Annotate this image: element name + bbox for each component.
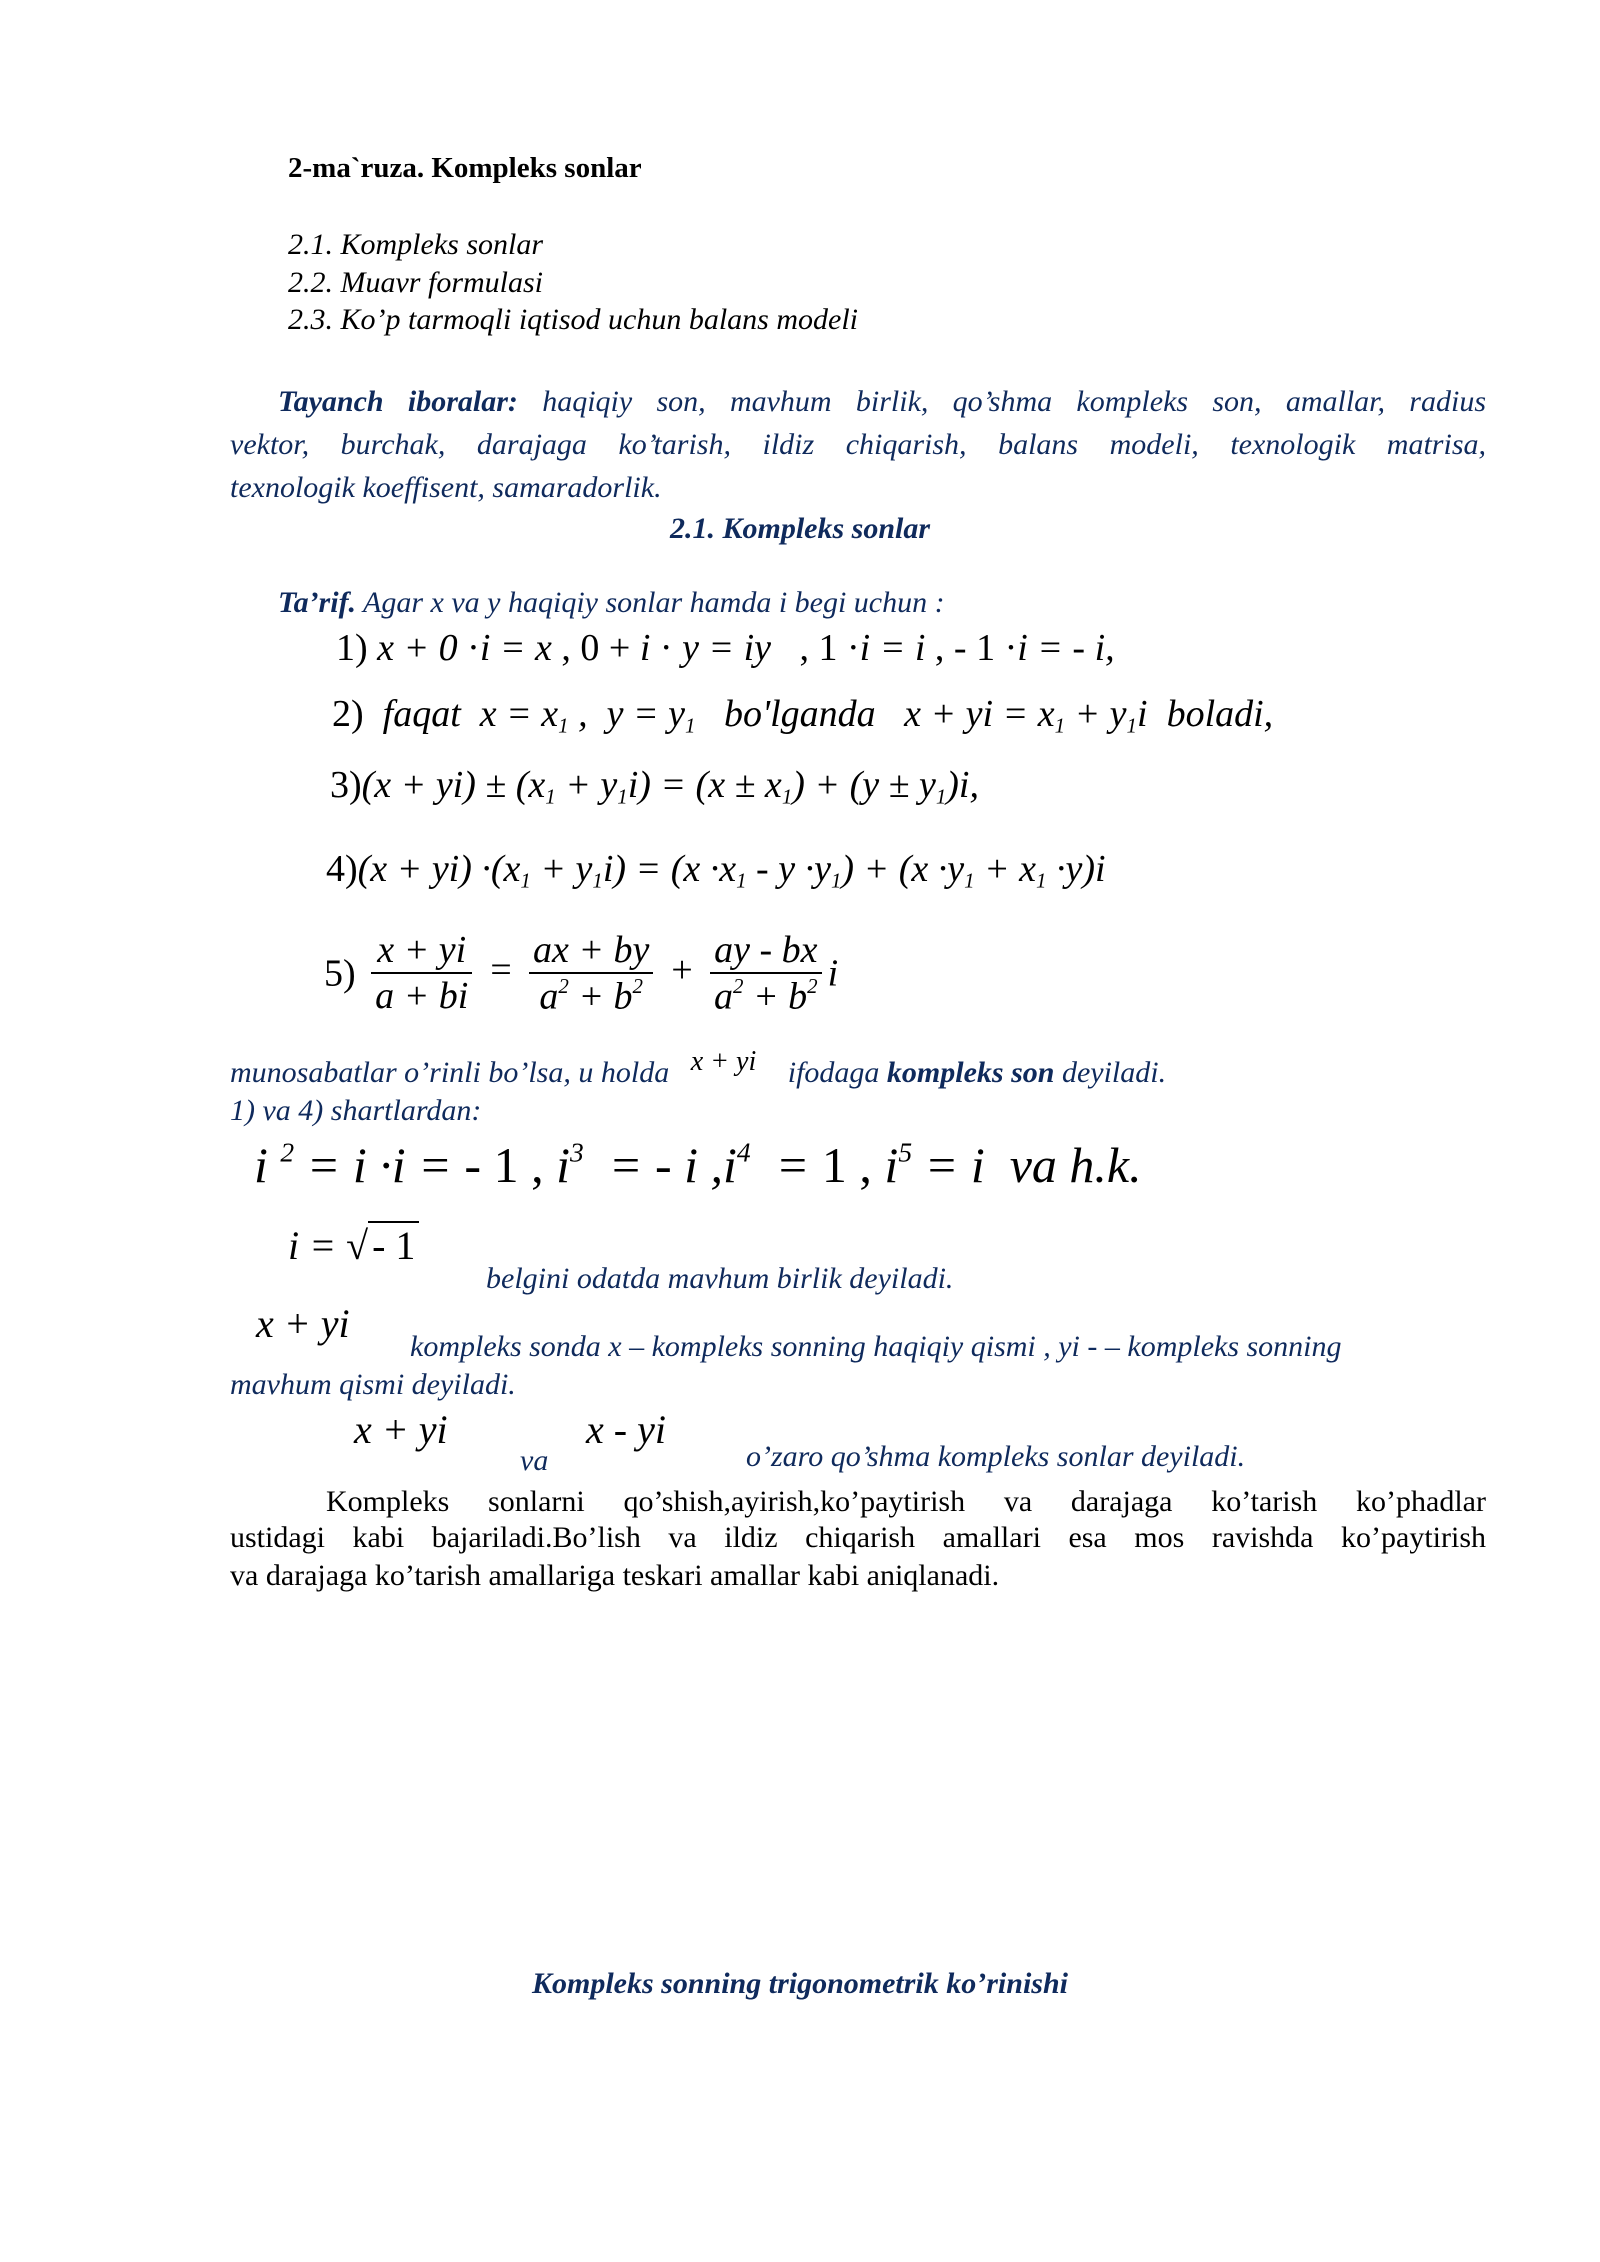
keywords-line-1: [230, 380, 1486, 423]
conjugate-expr-1: x + yi: [354, 1407, 448, 1452]
parts-text-line-1: kompleks sonda x – kompleks sonning haqiqiy qismi , yi - – kompleks sonning: [410, 1330, 1342, 1363]
formula-3: $3)(x + yi) \pm (x_1 + y_1i) = (x \pm x_1) + (y \pm y_1)i$,: [330, 764, 979, 809]
operations-line-1: Kompleks sonlarni qo’shish,ayirish,ko’paytirish va darajaga ko’tarish ko’phadlar: [326, 1485, 1486, 1518]
section-heading: 2.1. Kompleks sonlar: [669, 512, 931, 545]
toc-item-3: 2.3. Ko’p tarmoqli iqtisod uchun balans modeli: [288, 303, 858, 336]
imaginary-unit-text: belgini odatda mavhum birlik deyiladi.: [486, 1262, 954, 1295]
operations-line-3: va darajaga ko’tarish amallariga teskari amallar kabi aniqlanadi.: [230, 1559, 1000, 1592]
formula-4: $4)(x + yi) \cdot(x_1 + y_1i) = (x \cdot x_1 - y \cdot y_1) + (x \cdot y_1 + x_1 \cdot y)i$: [326, 848, 1106, 893]
conditions-line: 1) va 4) shartlardan:: [230, 1094, 482, 1127]
parts-text-line-2: mavhum qismi deyiladi.: [230, 1368, 516, 1401]
formula-2: 2) faqat $x = x_1$ , $y = y_1$ bo'lganda x + yi = $x_1 + y_1i$ boladi,: [332, 693, 1274, 738]
powers-of-i: i $^2$ = i ·i = - 1 , $i^3$ = - i $,i^4 = 1$ , $i^5 = i$ va h.k.: [254, 1136, 1142, 1193]
imaginary-unit-formula: i = √ - 1: [288, 1222, 419, 1269]
formula-1: 1) x + 0 ·i = x , 0 + i · y = iy , 1 ·i = i , - 1 ·i = - i,: [336, 627, 1115, 669]
definition-label: Ta’rif.: [278, 586, 357, 619]
definition-line: [278, 586, 945, 620]
toc-item-2: 2.2. Muavr formulasi: [288, 266, 543, 299]
keywords-text-1: haqiqiy son, mavhum birlik, qo’shma kompleks son, amallar, radius: [542, 385, 1486, 418]
conjugate-expr-2: x - yi: [586, 1407, 666, 1452]
trig-heading: Kompleks sonning trigonometrik ko’rinishi: [532, 1967, 1068, 2000]
keywords-label: Tayanch iboralar:: [278, 385, 518, 418]
formula-5: 5) $\frac{x + yi}{a + bi}$ = $\frac{ax + by}{a^2 + b^2}$ + $\frac{ay - bx}{a^2 + b^2}$ i: [324, 929, 839, 1018]
keywords-line-2: vektor, burchak, darajaga ko’tarish, ildiz chiqarish, balans modeli, texnologik matrisa,: [230, 428, 1486, 461]
expr-inline: x + yi: [690, 1046, 757, 1077]
definition-text: Agar x va y haqiqiy sonlar hamda i begi uchun :: [363, 586, 945, 619]
conjugate-va: va: [520, 1444, 549, 1477]
toc-item-1: 2.1. Kompleks sonlar: [288, 228, 543, 261]
conjugate-text: o’zaro qo’shma kompleks sonlar deyiladi.: [746, 1440, 1246, 1473]
kompleks-son-definition: munosabatlar o’rinli bo’lsa, u holda x + yi ifodaga kompleks son deyiladi.: [230, 1046, 1167, 1089]
operations-line-2: ustidagi kabi bajariladi.Bo’lish va ildiz chiqarish amallari esa mos ravishda ko’paytirish: [230, 1521, 1486, 1554]
lecture-title: 2-ma`ruza. Kompleks sonlar: [288, 152, 642, 184]
complex-expr: x + yi: [256, 1301, 350, 1346]
keywords-line-3: texnologik koeffisent, samaradorlik.: [230, 471, 662, 504]
